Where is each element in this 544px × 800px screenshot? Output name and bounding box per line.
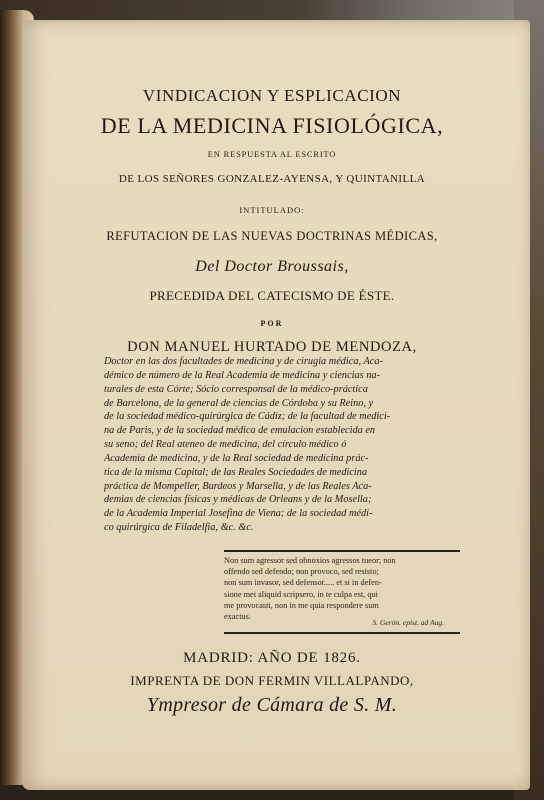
credentials-line: na de Paris, y de la sociedad médica de emulacion establecida en bbox=[104, 425, 376, 437]
por-label: POR bbox=[260, 319, 284, 328]
quote-line: exactus. bbox=[224, 612, 251, 622]
title-line-1: VINDICACION Y ESPLICACION bbox=[142, 86, 402, 105]
title-line-2: DE LA MEDICINA FISIOLÓGICA, bbox=[100, 113, 444, 138]
credentials-line: Academia de medicina, y de la Real sociedad de medicina prác- bbox=[104, 452, 369, 464]
printer: IMPRENTA DE DON FERMIN VILLALPANDO, bbox=[130, 673, 414, 688]
credentials-line: de la Academia Imperial Josefina de Viena; de la sociedad médi- bbox=[104, 508, 373, 520]
credentials-line: démico de número de la Real Academia de medicina y ciencias na- bbox=[104, 369, 380, 381]
refutacion-line: REFUTACION DE LAS NUEVAS DOCTRINAS MÉDICAS, bbox=[106, 229, 438, 243]
quote-line: sione mei aliquid scripsero, in te culpa est, qui bbox=[224, 589, 378, 599]
subtitle: EN RESPUESTA AL ESCRITO bbox=[207, 149, 337, 159]
del-doctor-line: Del Doctor Broussais, bbox=[195, 258, 349, 275]
quote-line: offendo sed defendo; non provoco, sed resisto; bbox=[224, 567, 379, 577]
printer-title: Ympresor de Cámara de S. M. bbox=[146, 694, 398, 716]
intitulado: INTITULADO: bbox=[239, 205, 305, 215]
credentials-line: de Barcelona, de la general de ciencias de Córdoba y su Reino, y bbox=[104, 397, 374, 409]
place-date: MADRID: AÑO DE 1826. bbox=[183, 650, 361, 666]
quote-line: Non sum agressor sed obnoxios agressos tueor; non bbox=[224, 556, 396, 565]
quote-rule-top bbox=[224, 550, 460, 552]
author-credentials bbox=[104, 355, 464, 535]
author-name: DON MANUEL HURTADO DE MENDOZA, bbox=[127, 339, 417, 355]
quote-rule-bottom bbox=[224, 632, 460, 634]
credentials-line: demias de ciencias físicas y médicas de Orleans y de la Mosella; bbox=[104, 494, 372, 506]
credentials-line: turales de esta Córte; Sócio corresponsal de la médico-práctica bbox=[104, 383, 368, 395]
credentials-line: tica de la misma Capital; de las Reales Sociedades de medicina bbox=[104, 466, 368, 478]
authors-line: DE LOS SEÑORES GONZALEZ-AYENSA, Y QUINTANILLA bbox=[118, 173, 426, 185]
credentials-line: co quirúrgica de Filadelfia, &c. &c. bbox=[104, 522, 254, 534]
quote-line: non sum invasor, sed defensor..... et si in defen- bbox=[224, 578, 382, 588]
quote-source: S. Gerón. epist. ad Aug. bbox=[372, 618, 444, 627]
precedida-line: PRECEDIDA DEL CATECISMO DE ÉSTE. bbox=[149, 288, 395, 303]
epigraph-quote bbox=[224, 555, 460, 622]
credentials-line: de la sociedad médico-quirúrgica de Cádiz; de la facultad de medici- bbox=[104, 411, 391, 423]
credentials-line: Doctor en las dos facultades de medicina y de cirugia médica, Aca- bbox=[104, 356, 383, 367]
quote-line: me provocasti, non in me quia respondere sum bbox=[224, 600, 379, 610]
credentials-line: práctica de Mompeller, Burdeos y Marsella, y de las Reales Aca- bbox=[104, 480, 372, 492]
credentials-line: su seno; del Real ateneo de medicina, del círculo médico ó bbox=[104, 439, 347, 451]
